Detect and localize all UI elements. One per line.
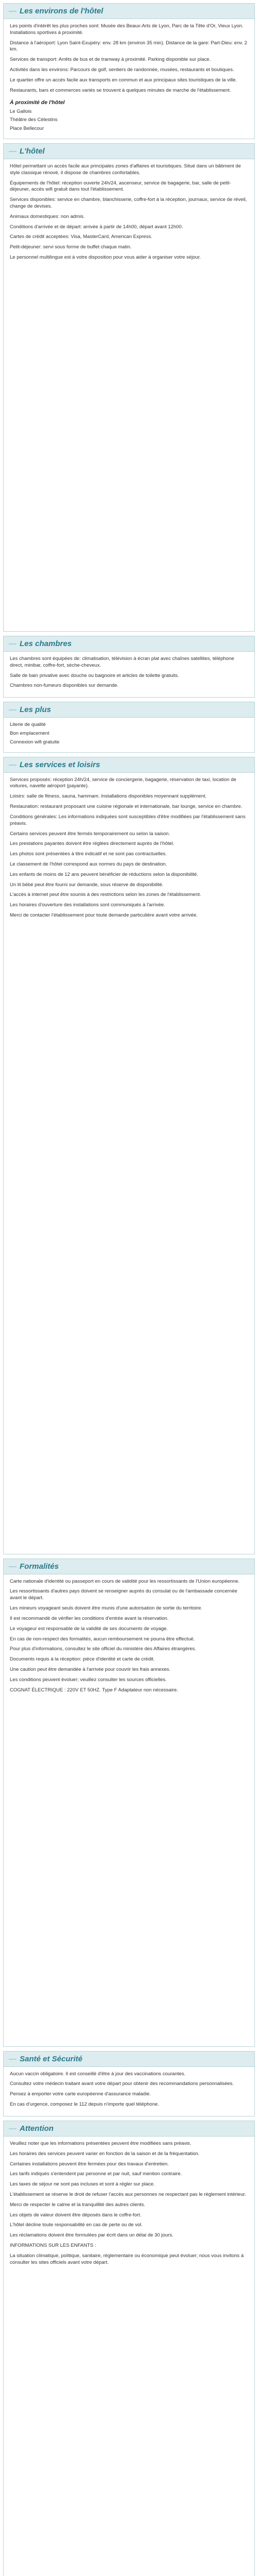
paragraph: L'hôtel décline toute responsabilité en cas de perte ou de vol.	[10, 2222, 143, 2228]
list-item: Literie de qualité	[10, 722, 46, 728]
paragraph: Hôtel permettant un accès facile aux principales zones d'affaires et touristiques. Situé dans un bâtiment de style classique rénové, il dispose de chambres confortables.	[10, 163, 241, 176]
paragraph: L'accès à internet peut être soumis à des restrictions selon les zones de l'établissement.	[10, 892, 201, 898]
page	[3, 0, 255, 2576]
paragraph: Services de transport: Arrêts de bus et de tramway à proximité. Parking disponible sur place.	[10, 57, 211, 63]
paragraph: Loisirs: salle de fitness, sauna, hammam. Installations disponibles moyennant supplément.	[10, 793, 207, 800]
paragraph: Chambres non-fumeurs disponibles sur demande.	[10, 683, 119, 689]
paragraph: Merci de contacter l'établissement pour toute demande particulière avant votre arrivée.	[10, 912, 198, 918]
dash-icon: —	[9, 705, 17, 715]
paragraph: Les conditions peuvent évoluer; veuillez consulter les sources officielles.	[10, 1676, 167, 1683]
paragraph: Les photos sont présentées à titre indicatif et ne sont pas contractuelles.	[10, 851, 167, 857]
paragraph: Les horaires des services peuvent varier en fonction de la saison et de la fréquentation.	[10, 2150, 200, 2157]
paragraph: Services proposés: réception 24h/24, service de conciergerie, bagagerie, réservation de taxi, location de voitures, navette aéroport (payante).	[10, 776, 236, 789]
paragraph: En cas d'urgence, composez le 112 depuis n'importe quel téléphone.	[10, 2102, 159, 2108]
list-item: Bon emplacement	[10, 731, 50, 736]
section-header	[4, 636, 254, 652]
paragraph: Consultez votre médecin traitant avant votre départ pour obtenir des recommandations personnalisées.	[10, 2081, 234, 2087]
paragraph: Les enfants de moins de 12 ans peuvent bénéficier de réductions selon la disponibilité.	[10, 871, 198, 877]
section-title: L'hôtel	[20, 146, 45, 156]
section-header	[4, 757, 254, 773]
paragraph: Les tarifs indiqués s'entendent par personne et par nuit, sauf mention contraire.	[10, 2171, 182, 2177]
section-title: Les environs de l'hôtel	[20, 7, 103, 15]
paragraph: Pour plus d'informations, consultez le site officiel du ministère des Affaires étrangères.	[10, 1646, 197, 1652]
section-hotel	[3, 143, 255, 632]
paragraph: Certaines installations peuvent être fermées pour des travaux d'entretien.	[10, 2161, 169, 2167]
section-title: Santé et Sécurité	[20, 2054, 83, 2063]
paragraph: Cartes de crédit acceptées: Visa, MasterCard, American Express.	[10, 234, 152, 240]
paragraph: Distance à l'aéroport: Lyon Saint-Exupéry: env. 28 km (environ 35 min). Distance de la gare: Part-Dieu: env. 2 km.	[10, 40, 247, 53]
paragraph: Conditions générales: Les informations indiquées sont susceptibles d'être modifiées par l'établissement sans préavis.	[10, 814, 246, 826]
paragraph: INFORMATIONS SUR LES ENFANTS :	[10, 2243, 96, 2248]
section-title: Les services et loisirs	[20, 760, 100, 769]
section-title: Attention	[20, 2124, 54, 2133]
paragraph: Carte nationale d'identité ou passeport en cours de validité pour les ressortissants de l'Union européenne.	[10, 1578, 240, 1584]
section-plus	[3, 702, 255, 752]
section-header	[4, 2052, 254, 2067]
section-header	[4, 4, 254, 19]
section-header	[4, 144, 254, 159]
section-title: Les plus	[20, 705, 51, 715]
paragraph: Certains services peuvent être fermés temporairement ou selon la saison.	[10, 831, 170, 837]
dash-icon: —	[9, 146, 17, 156]
paragraph: Aucun vaccin obligatoire. Il est conseillé d'être à jour des vaccinations courantes.	[10, 2071, 186, 2077]
section-header	[4, 702, 254, 718]
note: COGNAT ÉLECTRIQUE : 220V ET 50HZ. Type F Adaptateur non nécessaire.	[10, 1687, 179, 1693]
dash-icon: —	[9, 639, 17, 648]
paragraph: Petit-déjeuner: servi sous forme de buffet chaque matin.	[10, 244, 132, 250]
dash-icon: —	[9, 7, 17, 15]
list-item: Connexion wifi gratuite	[10, 739, 60, 745]
paragraph: Les points d'intérêt les plus proches sont: Musée des Beaux-Arts de Lyon, Parc de la Tête d'Or, Vieux Lyon. Installations sportives à proximité.	[10, 23, 244, 36]
section-sante	[3, 2051, 255, 2116]
paragraph: Une caution peut être demandée à l'arrivée pour couvrir les frais annexes.	[10, 1666, 171, 1672]
paragraph: Équipements de l'hôtel: réception ouverte 24h/24, ascenseur, service de bagagerie, bar, salle de petit-déjeuner, accès wifi gratuit dans tout l'établissement.	[10, 180, 231, 193]
paragraph: L'établissement se réserve le droit de refuser l'accès aux personnes ne respectant pas le règlement intérieur.	[10, 2191, 246, 2197]
paragraph: En cas de non-respect des formalités, aucun remboursement ne pourra être effectué.	[10, 1636, 195, 1642]
paragraph: Restaurants, bars et commerces variés se trouvent à quelques minutes de marche de l'établissement.	[10, 87, 231, 93]
paragraph: Le personnel multilingue est à votre disposition pour vous aider à organiser votre séjour.	[10, 255, 201, 261]
paragraph: Conditions d'arrivée et de départ: arrivée à partir de 14h00, départ avant 12h00.	[10, 224, 183, 230]
dash-icon: —	[9, 760, 17, 769]
paragraph: Les horaires d'ouverture des installations sont communiqués à l'arrivée.	[10, 902, 165, 908]
list-item: Le Gallois	[10, 108, 32, 114]
paragraph: Animaux domestiques: non admis.	[10, 213, 85, 219]
paragraph: La situation climatique, politique, sanitaire, règlementaire ou économique peut évoluer; nous vous invitons à consulter les sites officiels avant votre départ.	[10, 2252, 244, 2265]
paragraph: Les ressortissants d'autres pays doivent se renseigner auprès du consulat ou de l'ambassade concernée avant le départ.	[10, 1588, 237, 1601]
paragraph: Les chambres sont équipées de: climatisation, télévision à écran plat avec chaînes satellites, téléphone direct, minibar, coffre-fort, sèche-cheveux.	[10, 655, 234, 668]
paragraph: Les mineurs voyageant seuls doivent être munis d'une autorisation de sortie du territoire.	[10, 1605, 203, 1612]
paragraph: Les taxes de séjour ne sont pas incluses et sont à régler sur place.	[10, 2181, 155, 2188]
paragraph: Le classement de l'hôtel correspond aux normes du pays de destination.	[10, 861, 167, 867]
section-chambres	[3, 636, 255, 698]
paragraph: Veuillez noter que les informations présentées peuvent être modifiées sans préavis.	[10, 2140, 191, 2146]
section-environs	[3, 3, 255, 139]
paragraph: Le voyageur est responsable de la validité de ses documents de voyage.	[10, 1625, 168, 1632]
list-item: Place Bellecour	[10, 126, 44, 132]
paragraph: Il est recommandé de vérifier les conditions d'entrée avant la réservation.	[10, 1615, 169, 1621]
paragraph: Un lit bébé peut être fourni sur demande, sous réserve de disponibilité.	[10, 882, 164, 888]
paragraph: Salle de bain privative avec douche ou baignoire et articles de toilette gratuits.	[10, 672, 179, 679]
paragraph: Pensez à emporter votre carte européenne d'assurance maladie.	[10, 2091, 151, 2097]
section-attention	[3, 2121, 255, 2576]
paragraph: Les prestations payantes doivent être réglées directement auprès de l'hôtel.	[10, 841, 174, 847]
paragraph: Restauration: restaurant proposant une cuisine régionale et internationale, bar lounge, service en chambre.	[10, 804, 243, 810]
section-header	[4, 1559, 254, 1574]
paragraph: Le quartier offre un accès facile aux transports en commun et aux principaux sites touristiques de la ville.	[10, 77, 237, 83]
section-formalites	[3, 1558, 255, 2047]
paragraph: Les réclamations doivent être formulées par écrit dans un délai de 30 jours.	[10, 2232, 173, 2239]
section-header	[4, 2121, 254, 2137]
section-title: Formalités	[20, 1562, 59, 1571]
dash-icon: —	[9, 2124, 17, 2133]
paragraph: Les objets de valeur doivent être déposés dans le coffre-fort.	[10, 2212, 141, 2218]
paragraph: Merci de respecter le calme et la tranquillité des autres clients.	[10, 2201, 146, 2208]
list-item: Théâtre des Célestins	[10, 117, 58, 123]
section-title: Les chambres	[20, 639, 72, 648]
paragraph: Services disponibles: service en chambre, blanchisserie, coffre-fort à la réception, journaux, service de réveil, change de devises.	[10, 197, 247, 209]
paragraph: Activités dans les environs: Parcours de golf, sentiers de randonnée, musées, restaurants et boutiques.	[10, 67, 234, 73]
dash-icon: —	[9, 2054, 17, 2063]
paragraph: Documents requis à la réception: pièce d'identité et carte de crédit.	[10, 1656, 155, 1663]
dash-icon: —	[9, 1562, 17, 1571]
subheading: À proximité de l'hôtel	[10, 99, 65, 106]
section-services	[3, 757, 255, 1554]
